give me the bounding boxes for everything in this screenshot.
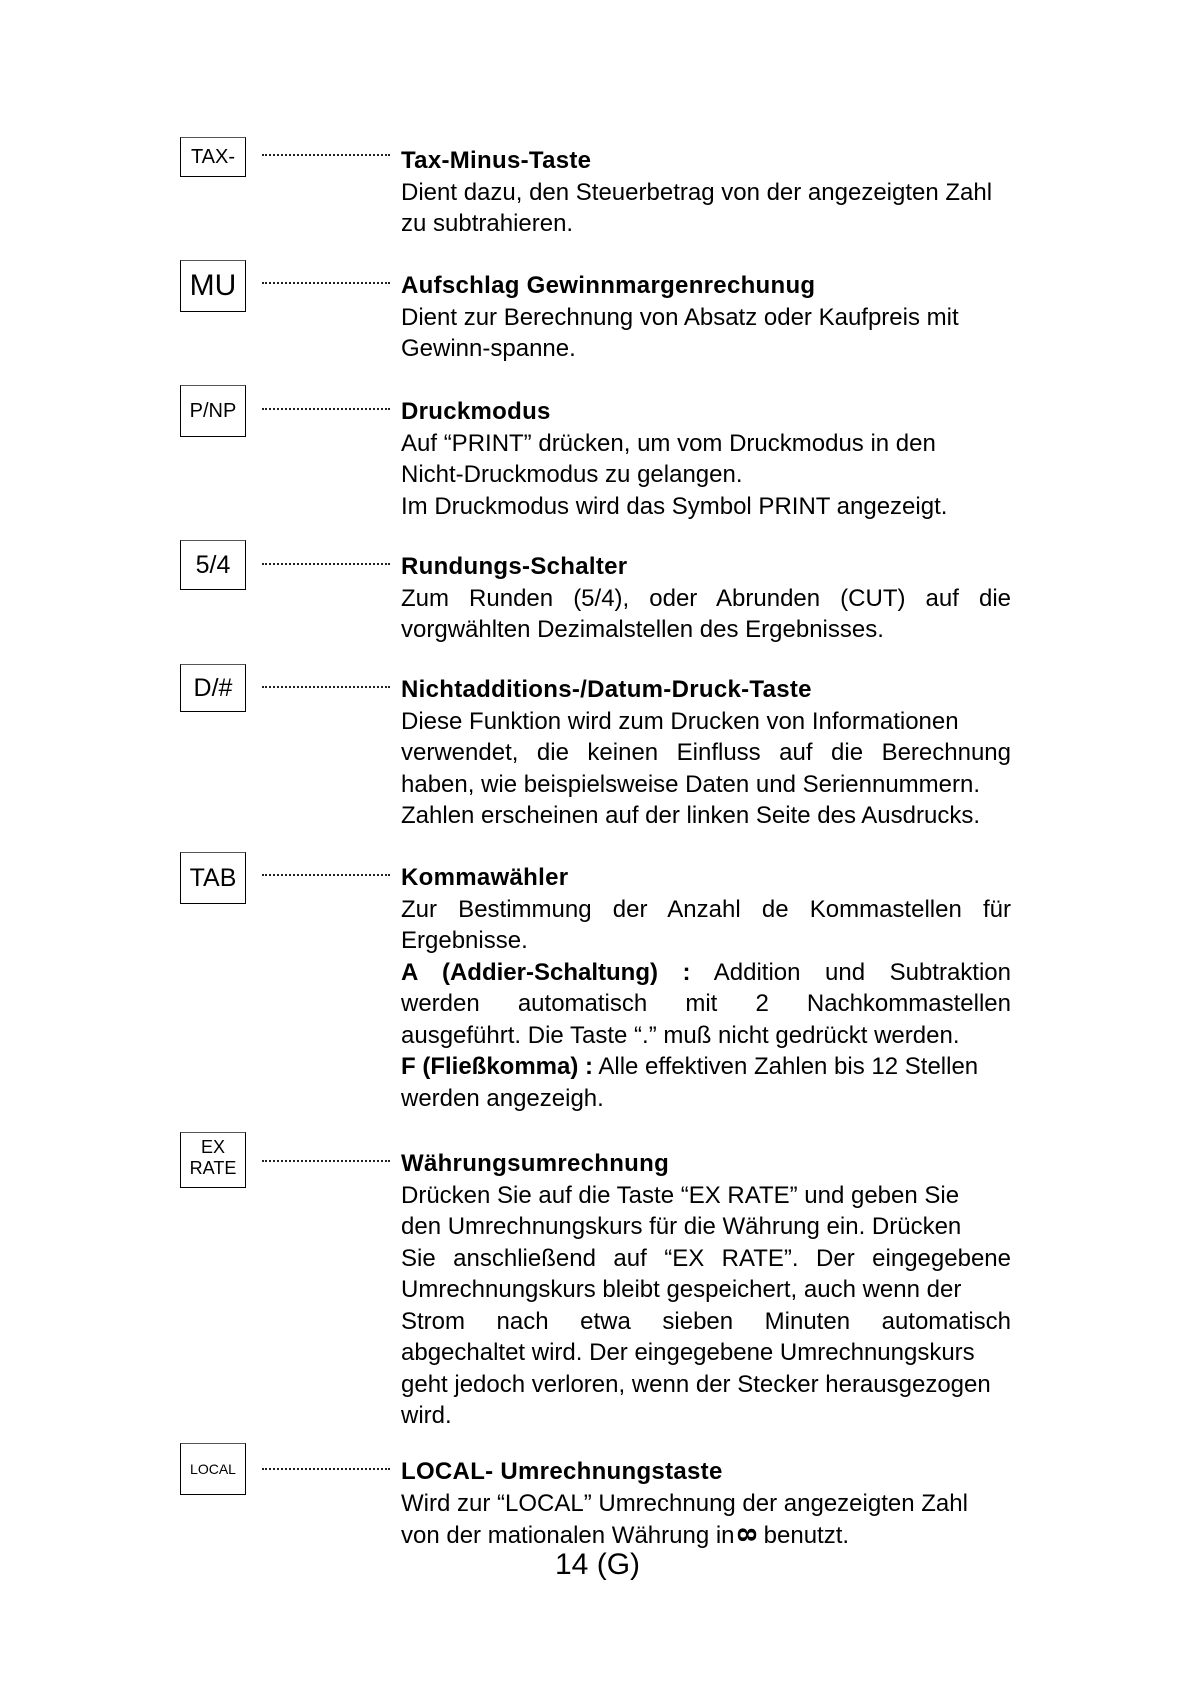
entry-text: Diese Funktion wird zum Drucken von Informationen	[401, 707, 959, 735]
leader-dots	[262, 154, 390, 156]
rounding-switch-icon: 5/4	[180, 540, 246, 590]
entry-text: Ergebnisse.	[401, 927, 528, 954]
entry-text: den Umrechnungskurs für die Währung ein. Drücken	[401, 1213, 962, 1240]
entry-text: werden automatisch mit 2 Nachkommastellen	[401, 990, 1011, 1017]
leader-dots	[262, 563, 390, 565]
entry-title: Aufschlag Gewinnmargenrechunug	[401, 272, 816, 299]
entry-text: vorgwählten Dezimalstellen des Ergebnisses.	[401, 616, 884, 643]
exchange-rate-key-icon	[180, 1132, 246, 1188]
tax-minus-key-icon: TAX-	[180, 137, 246, 177]
local-conversion-key-icon: LOCAL	[180, 1443, 246, 1495]
entry-text: Drücken Sie auf die Taste “EX RATE” und geben Sie	[401, 1181, 960, 1209]
key-label-line1: EX	[200, 1137, 225, 1157]
option-f-label: F (Fließkomma) :	[401, 1053, 594, 1080]
entry-text: werden angezeigh.	[401, 1084, 604, 1112]
entry-text: Im Druckmodus wird das Symbol PRINT angezeigt.	[401, 492, 948, 520]
entry-text: Strom nach etwa sieben Minuten automatisch	[401, 1307, 1011, 1335]
entry-text: Sie anschließend auf “EX RATE”. Der eingegebene	[401, 1244, 1011, 1272]
entry-text: wird.	[401, 1402, 452, 1429]
leader-dots	[262, 408, 390, 410]
leader-dots	[262, 874, 390, 876]
entry-text: ausgeführt. Die Taste “.” muß nicht gedrückt werden.	[401, 1021, 960, 1049]
decimal-selector-icon: TAB	[180, 852, 246, 904]
entry-title: Kommawähler	[401, 864, 569, 891]
currency-symbol-icon: 8	[731, 1527, 762, 1542]
leader-dots	[262, 1468, 390, 1470]
entry-text: Zahlen erscheinen auf der linken Seite des Ausdrucks.	[401, 802, 981, 829]
entry-text: abgechaltet wird. Der eingegebene Umrechnungskurs	[401, 1339, 975, 1366]
entry-text	[401, 1519, 1011, 1552]
entry-text: verwendet, die keinen Einfluss auf die Berechnung	[401, 739, 1011, 766]
entry-text	[401, 1051, 1011, 1083]
entry-title: Währungsumrechnung	[401, 1150, 670, 1177]
leader-dots	[262, 1160, 390, 1162]
entry-text-part: von der mationalen Währung in	[401, 1522, 735, 1549]
option-a-label: A (Addier-Schaltung) :	[401, 958, 691, 986]
print-mode-key-icon: P/NP	[180, 385, 246, 437]
entry-text: Gewinn-spanne.	[401, 335, 576, 362]
entry-text	[401, 957, 1011, 989]
option-f-text: Alle effektiven Zahlen bis 12 Stellen	[593, 1053, 979, 1080]
entry-text: Umrechnungskurs bleibt gespeichert, auch wenn der	[401, 1276, 962, 1303]
entry-text: Nicht-Druckmodus zu gelangen.	[401, 461, 743, 488]
entry-title: Nichtadditions-/Datum-Druck-Taste	[401, 676, 812, 703]
entry-text-part: benutzt.	[757, 1522, 850, 1549]
entry-text: haben, wie beispielsweise Daten und Seriennummern.	[401, 770, 980, 798]
entry-text: Zum Runden (5/4), oder Abrunden (CUT) auf die	[401, 584, 1011, 612]
option-a-text: Addition und Subtraktion	[690, 958, 1011, 986]
leader-dots	[262, 686, 390, 688]
entry-text: zu subtrahieren.	[401, 210, 574, 237]
page-number: 14 (G)	[555, 1548, 641, 1581]
non-add-date-key-icon: D/#	[180, 664, 246, 712]
leader-dots	[262, 282, 390, 284]
entry-text: Wird zur “LOCAL” Umrechnung der angezeigten Zahl	[401, 1489, 968, 1517]
mu-key-icon: MU	[180, 260, 246, 312]
entry-title: Druckmodus	[401, 398, 551, 425]
key-label-line2: RATE	[189, 1157, 237, 1178]
entry-text: Dient dazu, den Steuerbetrag von der angezeigten Zahl	[401, 178, 993, 206]
entry-text: Auf “PRINT” drücken, um vom Druckmodus in den	[401, 429, 936, 457]
entry-text: geht jedoch verloren, wenn der Stecker herausgezogen	[401, 1370, 991, 1398]
entry-title: Tax-Minus-Taste	[401, 147, 592, 174]
entry-text: Zur Bestimmung der Anzahl de Kommastellen für	[401, 895, 1011, 923]
entry-title: LOCAL- Umrechnungstaste	[401, 1458, 723, 1485]
entry-text: Dient zur Berechnung von Absatz oder Kaufpreis mit	[401, 303, 959, 331]
entry-title: Rundungs-Schalter	[401, 553, 628, 580]
